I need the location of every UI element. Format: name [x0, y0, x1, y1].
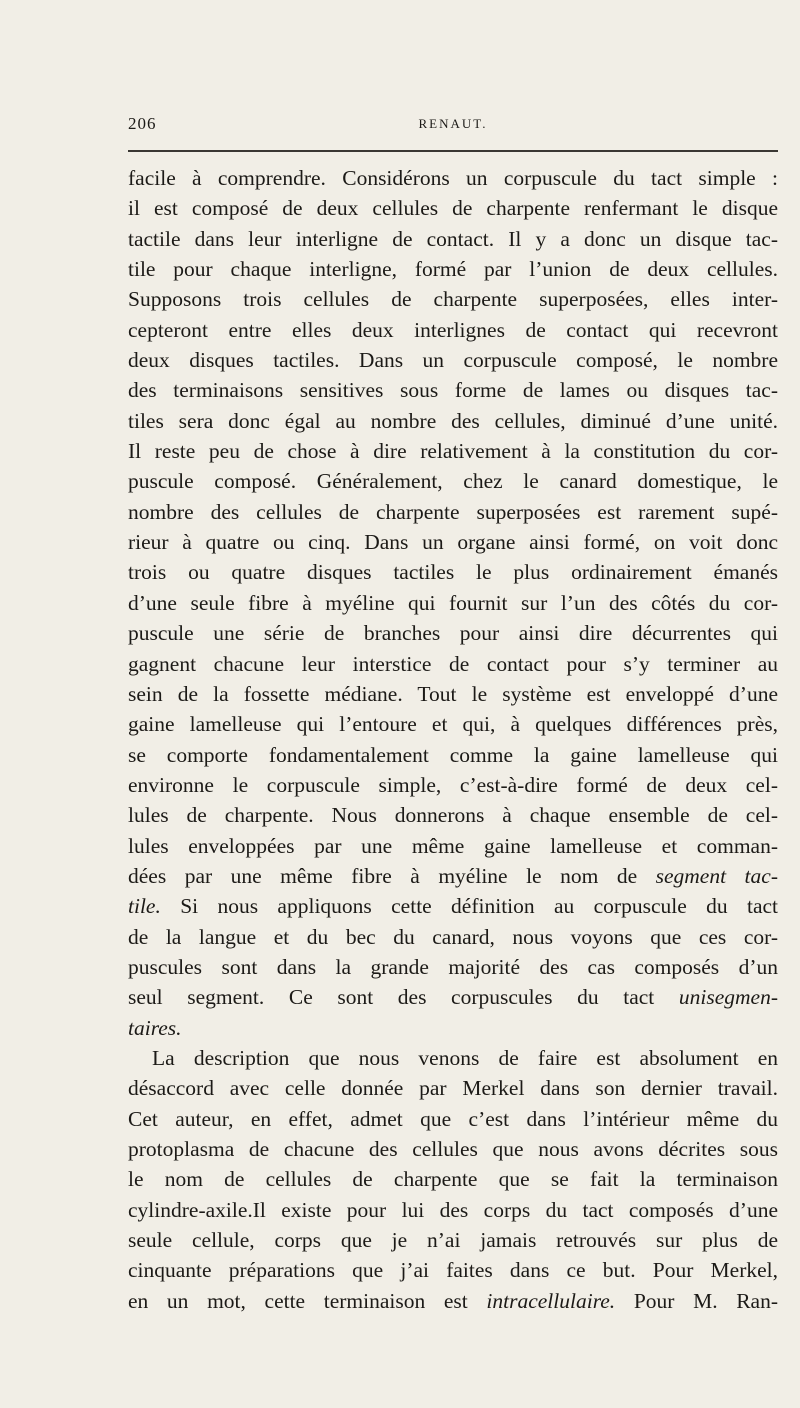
text-line: Il reste peu de chose à dire relativement à la constitution du cor-: [128, 439, 778, 464]
paragraph-1: [128, 163, 778, 1043]
body-text: [128, 163, 778, 1316]
text-line: nombre des cellules de charpente superposées est rarement supé-: [128, 499, 778, 524]
italic-term: segment tac-: [655, 863, 778, 888]
text-run: Pour M. Ran-: [615, 1288, 779, 1313]
text-line: il est composé de deux cellules de charpente renfermant le disque: [128, 196, 778, 221]
text-run: dées par une même fibre à myéline le nom de: [128, 863, 656, 888]
text-line: seule cellule, corps que je n’ai jamais retrouvés sur plus de: [128, 1228, 778, 1253]
text-line: se comporte fondamentalement comme la gaine lamelleuse qui: [128, 742, 778, 767]
text-line: tactile dans leur interligne de contact. Il y a donc un disque tac-: [128, 226, 778, 251]
text-line: gagnent chacune leur interstice de contact pour s’y terminer au: [128, 651, 778, 676]
text-line: des terminaisons sensitives sous forme de lames ou disques tac-: [128, 378, 778, 403]
header-rule: [128, 150, 778, 152]
italic-term: intracellulaire.: [486, 1288, 616, 1313]
page-header: [126, 112, 780, 136]
text-line: [128, 891, 778, 921]
text-line: protoplasma de chacune des cellules que nous avons décrites sous: [128, 1137, 778, 1161]
text-line: trois ou quatre disques tactiles le plus ordinairement émanés: [128, 560, 778, 585]
text-run: seul segment. Ce sont des corpuscules du tact: [128, 985, 679, 1010]
text-line: d’une seule fibre à myéline qui fournit sur l’un des côtés du cor-: [128, 590, 778, 615]
text-line: rieur à quatre ou cinq. Dans un organe ainsi formé, on voit donc: [128, 530, 778, 555]
text-line: gaine lamelleuse qui l’entoure et qui, à quelques différences près,: [128, 712, 778, 737]
text-line: cinquante préparations que j’ai faites dans ce but. Pour Merkel,: [128, 1258, 778, 1283]
text-line: de la langue et du bec du canard, nous voyons que ces cor-: [128, 924, 778, 949]
text-line: cepteront entre elles deux interlignes de contact qui recevront: [128, 317, 778, 342]
page-number: 206: [128, 114, 157, 133]
italic-term: unisegmen-: [678, 985, 778, 1010]
text-run: Si nous appliquons cette définition au corpuscule du tact: [160, 894, 778, 919]
text-line: [128, 982, 778, 1012]
text-line: tile pour chaque interligne, formé par l’union de deux cellules.: [128, 257, 778, 282]
text-line: La description que nous venons de faire est absolument en: [152, 1045, 778, 1070]
text-line: puscule une série de branches pour ainsi dire décurrentes qui: [128, 621, 778, 646]
text-line: cylindre-axile.Il existe pour lui des corps du tact composés d’une: [128, 1197, 778, 1222]
running-head: RENAUT.: [418, 116, 488, 131]
text-line: le nom de cellules de charpente que se fait la terminaison: [128, 1167, 778, 1192]
text-line: puscules sont dans la grande majorité des cas composés d’un: [128, 954, 778, 979]
text-line: lules enveloppées par une même gaine lamelleuse et comman-: [128, 833, 778, 858]
text-line: [128, 861, 778, 891]
text-line: Cet auteur, en effet, admet que c’est dans l’intérieur même du: [128, 1106, 778, 1131]
text-run: en un mot, cette terminaison est: [128, 1288, 487, 1313]
text-line: lules de charpente. Nous donnerons à chaque ensemble de cel-: [128, 803, 778, 828]
text-line: Supposons trois cellules de charpente superposées, elles inter-: [128, 287, 778, 312]
text-line: tiles sera donc égal au nombre des cellules, diminué d’une unité.: [128, 408, 778, 433]
text-line: puscule composé. Généralement, chez le canard domestique, le: [128, 469, 778, 494]
text-line: [128, 1286, 778, 1316]
text-line: désaccord avec celle donnée par Merkel dans son dernier travail.: [128, 1076, 778, 1101]
paragraph-2: [128, 1043, 778, 1316]
italic-term: tile.: [128, 894, 161, 919]
text-line: environne le corpuscule simple, c’est-à-dire formé de deux cel-: [128, 772, 778, 797]
text-line: taires.: [128, 1015, 182, 1040]
text-line: facile à comprendre. Considérons un corpuscule du tact simple :: [128, 166, 778, 190]
text-line: deux disques tactiles. Dans un corpuscule composé, le nombre: [128, 348, 778, 373]
text-line: sein de la fossette médiane. Tout le système est enveloppé d’une: [128, 681, 778, 706]
